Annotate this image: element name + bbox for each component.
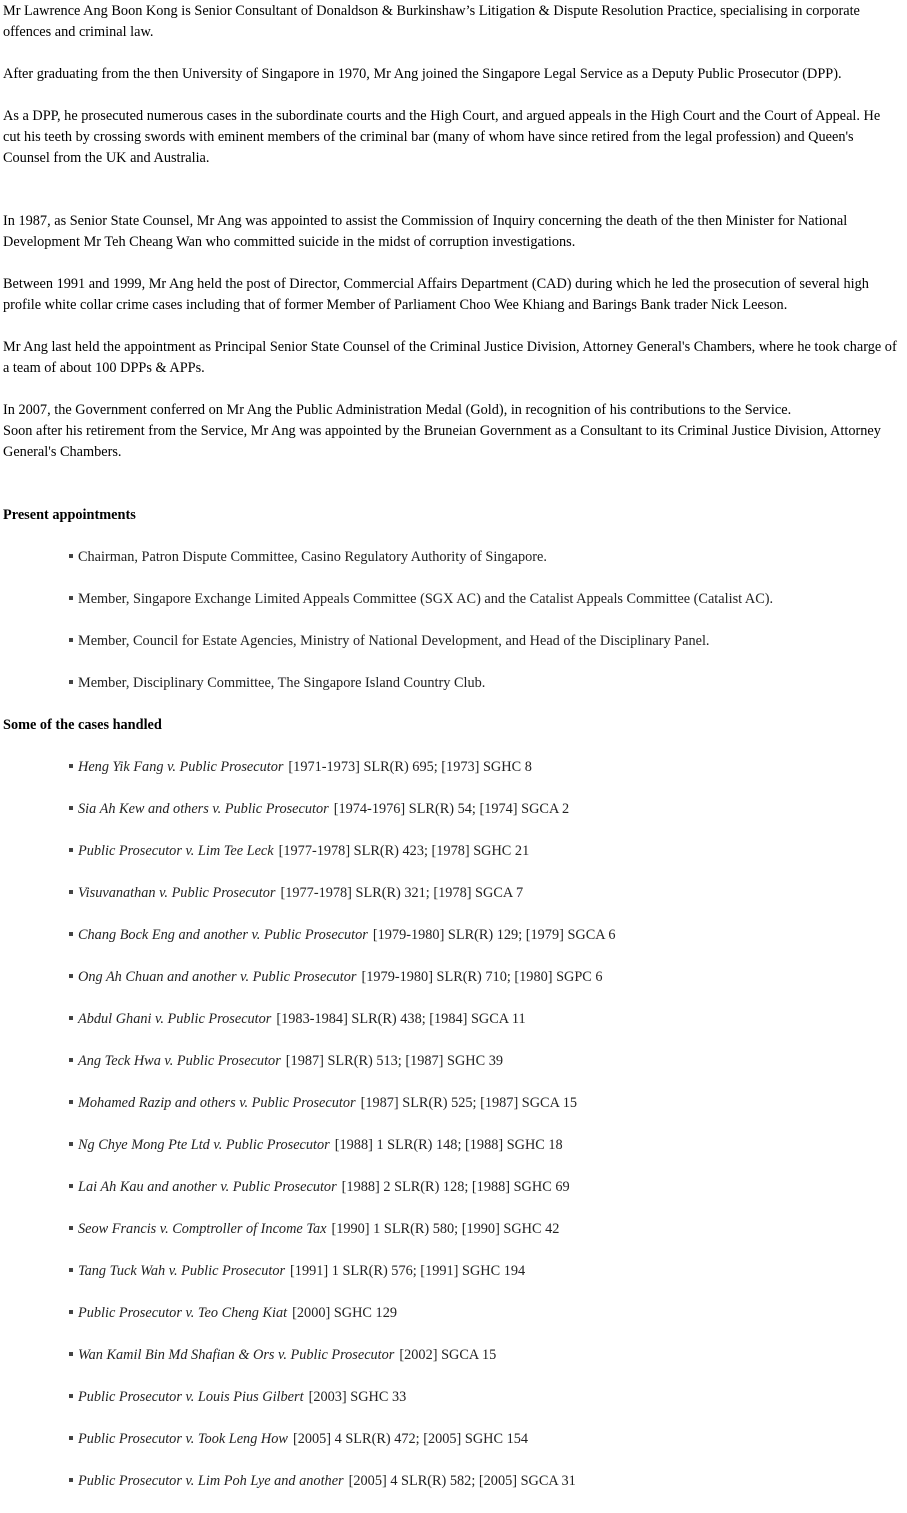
bullet-icon [69, 1352, 73, 1356]
case-name: Seow Francis v. Comptroller of Income Tax [78, 1221, 327, 1237]
appointment-text: Chairman, Patron Dispute Committee, Casino Regulatory Authority of Singapore. [78, 549, 547, 565]
spacer [3, 190, 901, 211]
list-item [67, 1093, 901, 1114]
bullet-icon [69, 1478, 73, 1482]
case-citation: [2005] 4 SLR(R) 472; [2005] SGHC 154 [292, 1431, 529, 1447]
appointment-text: Member, Singapore Exchange Limited Appeals Committee (SGX AC) and the Catalist Appeals Committee (Catalist AC). [78, 591, 774, 607]
case-citation: [1979-1980] SLR(R) 710; [1980] SGPC 6 [361, 969, 603, 985]
case-citation: [2002] SGCA 15 [399, 1347, 497, 1363]
case-citation: [1977-1978] SLR(R) 423; [1978] SGHC 21 [278, 843, 530, 859]
case-citation: [1987] SLR(R) 513; [1987] SGHC 39 [285, 1053, 504, 1069]
case-citation: [1991] 1 SLR(R) 576; [1991] SGHC 194 [290, 1263, 526, 1279]
case-name: Ong Ah Chuan and another v. Public Prosecutor [78, 969, 357, 985]
list-item [67, 1135, 901, 1156]
case-citation: [2005] 4 SLR(R) 582; [2005] SGCA 31 [348, 1473, 576, 1489]
case-name: Ng Chye Mong Pte Ltd v. Public Prosecutor [78, 1137, 330, 1153]
bullet-icon [69, 848, 73, 852]
list-item [67, 883, 901, 904]
case-citation: [1988] 1 SLR(R) 148; [1988] SGHC 18 [334, 1137, 563, 1153]
list-item [67, 1261, 901, 1282]
list-item [67, 1051, 901, 1072]
case-name: Mohamed Razip and others v. Public Prosecutor [78, 1095, 356, 1111]
bio-paragraph-agc: Mr Ang last held the appointment as Principal Senior State Counsel of the Criminal Justice Division, Attorney General's Chambers, where he took charge of a team of about 100 DPPs & APPs. [3, 339, 897, 376]
list-item [67, 799, 901, 820]
case-name: Public Prosecutor v. Louis Pius Gilbert [78, 1389, 304, 1405]
appointments-list [3, 547, 901, 694]
bullet-icon [69, 1058, 73, 1062]
appointment-text: Member, Council for Estate Agencies, Ministry of National Development, and Head of the Disciplinary Panel. [78, 633, 710, 649]
case-name: Ang Teck Hwa v. Public Prosecutor [78, 1053, 281, 1069]
case-name: Wan Kamil Bin Md Shafian & Ors v. Public Prosecutor [78, 1347, 395, 1363]
case-name: Public Prosecutor v. Took Leng How [78, 1431, 288, 1447]
case-name: Public Prosecutor v. Lim Tee Leck [78, 843, 274, 859]
list-item [67, 1219, 901, 1240]
case-citation: [1977-1978] SLR(R) 321; [1978] SGCA 7 [280, 885, 524, 901]
cases-heading: Some of the cases handled [3, 717, 162, 733]
case-name: Visuvanathan v. Public Prosecutor [78, 885, 276, 901]
case-name: Sia Ah Kew and others v. Public Prosecutor [78, 801, 329, 817]
list-item [67, 1303, 901, 1324]
bullet-icon [69, 1226, 73, 1230]
bullet-icon [69, 638, 73, 642]
list-item [67, 841, 901, 862]
bio-paragraph-intro: Mr Lawrence Ang Boon Kong is Senior Consultant of Donaldson & Burkinshaw’s Litigation & Dispute Resolution Practice, specialising in corporate offences and criminal law. [3, 3, 860, 40]
list-item [67, 1387, 901, 1408]
case-citation: [2003] SGHC 33 [308, 1389, 407, 1405]
bio-paragraph-cad: Between 1991 and 1999, Mr Ang held the post of Director, Commercial Affairs Department (CAD) during which he led the prosecution of several high profile white collar crime cases including that of former Member of Parliament Choo Wee Khiang and Barings Bank trader Nick Leeson. [3, 276, 869, 313]
bullet-icon [69, 596, 73, 600]
case-citation: [1974-1976] SLR(R) 54; [1974] SGCA 2 [333, 801, 570, 817]
bullet-icon [69, 1016, 73, 1020]
bullet-icon [69, 1100, 73, 1104]
case-citation: [1983-1984] SLR(R) 438; [1984] SGCA 11 [276, 1011, 526, 1027]
bullet-icon [69, 1184, 73, 1188]
list-item [67, 757, 901, 778]
bullet-icon [69, 1436, 73, 1440]
bullet-icon [69, 1310, 73, 1314]
case-name: Heng Yik Fang v. Public Prosecutor [78, 759, 284, 775]
appointments-heading: Present appointments [3, 507, 136, 523]
bio-paragraph-commission: In 1987, as Senior State Counsel, Mr Ang was appointed to assist the Commission of Inquiry concerning the death of the then Minister for National Development Mr Teh Cheang Wan who committed suicide in the midst of corruption investigations. [3, 213, 848, 250]
list-item [67, 1471, 901, 1492]
case-citation: [1988] 2 SLR(R) 128; [1988] SGHC 69 [341, 1179, 570, 1195]
case-name: Chang Bock Eng and another v. Public Prosecutor [78, 927, 368, 943]
bio-paragraph-graduation: After graduating from the then University of Singapore in 1970, Mr Ang joined the Singapore Legal Service as a Deputy Public Prosecutor (DPP). [3, 66, 842, 82]
bio-paragraph-brunei: Soon after his retirement from the Service, Mr Ang was appointed by the Bruneian Government as a Consultant to its Criminal Justice Division, Attorney General's Chambers. [3, 423, 881, 460]
bullet-icon [69, 806, 73, 810]
spacer [3, 484, 901, 505]
bullet-icon [69, 974, 73, 978]
bullet-icon [69, 890, 73, 894]
case-citation: [1987] SLR(R) 525; [1987] SGCA 15 [360, 1095, 578, 1111]
bullet-icon [69, 764, 73, 768]
cases-list [3, 757, 901, 1492]
case-name: Public Prosecutor v. Lim Poh Lye and another [78, 1473, 344, 1489]
list-item [67, 673, 901, 694]
case-citation: [2000] SGHC 129 [292, 1305, 397, 1321]
list-item [67, 1009, 901, 1030]
case-name: Abdul Ghani v. Public Prosecutor [78, 1011, 272, 1027]
bullet-icon [69, 1394, 73, 1398]
list-item [67, 589, 901, 610]
case-name: Public Prosecutor v. Teo Cheng Kiat [78, 1305, 288, 1321]
bullet-icon [69, 680, 73, 684]
bio-paragraph-medal: In 2007, the Government conferred on Mr Ang the Public Administration Medal (Gold), in recognition of his contributions to the Service. [3, 402, 792, 418]
list-item [67, 1177, 901, 1198]
list-item [67, 547, 901, 568]
bio-paragraph-dpp: As a DPP, he prosecuted numerous cases in the subordinate courts and the High Court, and argued appeals in the High Court and the Court of Appeal. He cut his teeth by crossing swords with eminent members of the criminal bar (many of whom have since retired from the legal profession) and Queen's Counsel from the UK and Australia. [3, 108, 881, 166]
list-item [67, 1429, 901, 1450]
list-item [67, 925, 901, 946]
list-item [67, 1345, 901, 1366]
bullet-icon [69, 1142, 73, 1146]
bullet-icon [69, 1268, 73, 1272]
case-citation: [1979-1980] SLR(R) 129; [1979] SGCA 6 [372, 927, 616, 943]
list-item [67, 967, 901, 988]
bullet-icon [69, 932, 73, 936]
case-name: Lai Ah Kau and another v. Public Prosecutor [78, 1179, 337, 1195]
bullet-icon [69, 554, 73, 558]
case-citation: [1990] 1 SLR(R) 580; [1990] SGHC 42 [331, 1221, 560, 1237]
appointment-text: Member, Disciplinary Committee, The Singapore Island Country Club. [78, 675, 486, 691]
case-name: Tang Tuck Wah v. Public Prosecutor [78, 1263, 286, 1279]
list-item [67, 631, 901, 652]
case-citation: [1971-1973] SLR(R) 695; [1973] SGHC 8 [288, 759, 532, 775]
